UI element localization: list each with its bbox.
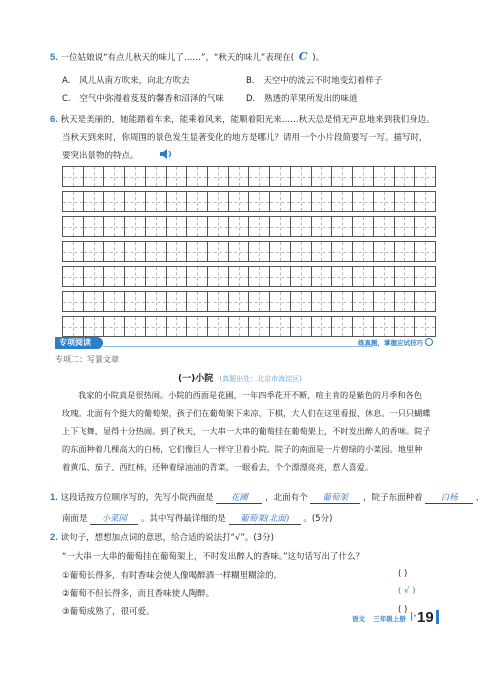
grid-cell[interactable] (312, 192, 333, 211)
grid-cell[interactable] (167, 167, 188, 186)
footer-subject-text: 语文 (352, 615, 365, 623)
grid-cell[interactable] (395, 167, 416, 186)
option-c (62, 92, 224, 104)
grid-row (62, 291, 436, 312)
passage-title (178, 371, 302, 384)
grid-cell[interactable] (63, 267, 84, 286)
grid-cell[interactable] (395, 292, 416, 311)
grid-cell[interactable] (291, 242, 312, 261)
grid-cell[interactable] (125, 292, 146, 311)
question-number: 5. (50, 52, 58, 63)
grid-cell[interactable] (395, 317, 416, 336)
grid-cell[interactable] (395, 242, 416, 261)
banner-slogan: 练真题，掌握应试技巧 (358, 339, 423, 347)
grid-row (62, 316, 436, 337)
grid-row (62, 216, 436, 237)
grid-cell[interactable] (395, 192, 416, 211)
question-text: 南面是 (62, 514, 88, 524)
grid-cell[interactable] (291, 217, 312, 236)
grid-cell[interactable] (229, 167, 250, 186)
grid-cell[interactable] (187, 292, 208, 311)
question-text: 这段话按方位顺序写的，先写小院西面是 (60, 493, 214, 503)
grid-cell[interactable] (187, 167, 208, 186)
grid-cell[interactable] (146, 217, 167, 236)
grid-cell[interactable] (374, 217, 395, 236)
grid-cell[interactable] (270, 167, 291, 186)
grid-cell[interactable] (312, 217, 333, 236)
grid-cell[interactable] (167, 217, 188, 236)
option-label: A. (62, 76, 71, 86)
grid-cell[interactable] (229, 192, 250, 211)
question-6-line2: 当秋天到来时，你周围的景色发生显著变化的地方是哪儿？请用一个小片段简要写一写。描写时， (62, 133, 428, 143)
grid-cell[interactable] (270, 217, 291, 236)
question-6-line3 (62, 149, 173, 161)
passage-line: 我家的小院真是很热闹。小院的西面是花圃，一年四季花开不断，喧主肯的是紫色的月季和各色 (78, 390, 422, 400)
question-text: 。其中写得最详细的是 (140, 514, 226, 524)
passage-line: 的东面种着几棵高大的白杨，它们像巨人一样守卫着小院。院子的南面是一片碧绿的小菜园。地里种 (62, 444, 423, 454)
question-stem-end: )。 (312, 53, 325, 63)
grid-cell[interactable] (249, 267, 270, 286)
grid-cell[interactable] (229, 242, 250, 261)
question-text: 。(5分) (303, 514, 333, 524)
reading-question-1-line2 (62, 512, 332, 525)
reading-question-2 (50, 531, 274, 543)
speaker-icon (159, 149, 173, 159)
grid-cell[interactable] (374, 267, 395, 286)
grid-cell[interactable] (187, 317, 208, 336)
grid-cell[interactable] (208, 217, 229, 236)
grid-cell[interactable] (229, 292, 250, 311)
option-text: 熟透的苹果所发出的味道 (263, 94, 358, 104)
page-number: 19 (417, 609, 434, 626)
question-text: 要突出景物的特点。 (62, 151, 139, 161)
footer-separator: |· (410, 612, 417, 622)
passage-title-text: (一)小院 (178, 374, 214, 384)
question-text: ，院子东面种着 (362, 493, 423, 503)
grid-cell[interactable] (208, 192, 229, 211)
grid-cell[interactable] (270, 267, 291, 286)
passage-line: 玫瑰。北面有个挺大的葡萄架，孩子们在葡萄架下来凉、下棋，大人们在这里看报、休息。一只只蝴蝶 (62, 408, 431, 418)
grid-cell[interactable] (84, 167, 105, 186)
option-text: 空气中弥漫着芨芨的馨香和沼泽的气味 (79, 94, 224, 104)
grid-cell[interactable] (208, 242, 229, 261)
grid-cell[interactable] (353, 242, 374, 261)
option-label: B. (246, 76, 255, 86)
grid-cell[interactable] (84, 242, 105, 261)
grid-row (62, 166, 436, 187)
grid-cell[interactable] (415, 242, 436, 261)
grid-cell[interactable] (187, 267, 208, 286)
grid-cell[interactable] (187, 217, 208, 236)
passage-line: 上下飞舞，显得十分热闹。到了秋天，一大串一大串的葡萄挂在葡萄架上，不时发出醉人的香味。院子 (62, 426, 431, 436)
grid-cell[interactable] (84, 267, 105, 286)
grid-cell[interactable] (125, 217, 146, 236)
footer-subject (352, 614, 406, 623)
grid-cell[interactable] (332, 267, 353, 286)
grid-cell[interactable] (104, 242, 125, 261)
grid-cell[interactable] (84, 192, 105, 211)
option-text: 天空中的流云不时地变幻着样子 (263, 76, 383, 86)
grid-cell[interactable] (353, 217, 374, 236)
grid-cell[interactable] (167, 242, 188, 261)
grid-cell[interactable] (374, 192, 395, 211)
question-text: 读句子，想想加点词的意思，给合适的说法打“√”。(3分) (60, 533, 274, 543)
grid-cell[interactable] (125, 167, 146, 186)
question-number: 1. (50, 492, 58, 503)
grid-cell[interactable] (374, 292, 395, 311)
grid-cell[interactable] (312, 317, 333, 336)
grid-cell[interactable] (63, 292, 84, 311)
grid-cell[interactable] (395, 267, 416, 286)
grid-cell[interactable] (167, 267, 188, 286)
grid-cell[interactable] (249, 317, 270, 336)
question-text: ， (475, 493, 484, 503)
option-label: D. (246, 94, 256, 104)
question-6-line1 (50, 113, 435, 125)
banner-divider (103, 346, 373, 347)
grid-cell[interactable] (291, 317, 312, 336)
grid-cell[interactable] (332, 217, 353, 236)
grid-cell[interactable] (353, 267, 374, 286)
grid-cell[interactable] (332, 242, 353, 261)
grid-cell[interactable] (104, 267, 125, 286)
question-number: 2. (50, 532, 58, 543)
grid-cell[interactable] (353, 192, 374, 211)
grid-cell[interactable] (353, 317, 374, 336)
grid-cell[interactable] (146, 292, 167, 311)
grid-cell[interactable] (332, 317, 353, 336)
grid-cell[interactable] (167, 292, 188, 311)
grid-cell[interactable] (63, 167, 84, 186)
choice-3: ③葡萄成熟了，很可爱。 (62, 607, 155, 617)
passage-source: (真题出处：北京市海淀区) (219, 375, 302, 383)
grid-cell[interactable] (104, 292, 125, 311)
grid-cell[interactable] (291, 167, 312, 186)
grid-cell[interactable] (353, 292, 374, 311)
grid-cell[interactable] (125, 317, 146, 336)
grid-cell[interactable] (270, 242, 291, 261)
grid-cell[interactable] (63, 317, 84, 336)
grid-cell[interactable] (208, 167, 229, 186)
grid-cell[interactable] (249, 292, 270, 311)
grid-cell[interactable] (187, 242, 208, 261)
grid-cell[interactable] (84, 317, 105, 336)
handwritten-answer: C (298, 50, 308, 63)
grid-cell[interactable] (249, 192, 270, 211)
grid-cell[interactable] (249, 167, 270, 186)
grid-cell[interactable] (146, 317, 167, 336)
grid-row (62, 266, 436, 287)
grid-cell[interactable] (146, 267, 167, 286)
grid-cell[interactable] (312, 242, 333, 261)
grid-cell[interactable] (63, 242, 84, 261)
grid-cell[interactable] (374, 242, 395, 261)
option-d (246, 92, 357, 104)
writing-grid[interactable] (62, 166, 436, 341)
grid-row (62, 241, 436, 262)
grid-cell[interactable] (229, 217, 250, 236)
grid-cell[interactable] (84, 217, 105, 236)
grid-cell[interactable] (146, 167, 167, 186)
passage-line: 着黄瓜、茄子、西红柿，还种着绿油油的青菜，一眼看去，个个漂漂亮亮，惹人喜爱。 (62, 462, 374, 472)
grid-cell[interactable] (332, 192, 353, 211)
grid-cell[interactable] (167, 192, 188, 211)
question-text: 秋天是美丽的，她能踏着车来，能乘着风来，能顺着阳光来……秋天总是悄无声息地来到我们身边。 (60, 115, 435, 125)
grid-cell[interactable] (312, 292, 333, 311)
grid-cell[interactable] (104, 317, 125, 336)
grid-cell[interactable] (395, 217, 416, 236)
grid-cell[interactable] (312, 167, 333, 186)
grid-cell[interactable] (374, 317, 395, 336)
grid-cell[interactable] (63, 217, 84, 236)
grid-cell[interactable] (270, 292, 291, 311)
grid-cell[interactable] (125, 267, 146, 286)
question-5 (50, 50, 324, 63)
choice-2-mark[interactable]: ( √ ) (398, 586, 416, 596)
option-text: 风儿从南方吹来，向北方吹去 (79, 76, 190, 86)
grid-cell[interactable] (415, 217, 436, 236)
grid-cell[interactable] (415, 167, 436, 186)
question-stem: 一位姑娘说“有点儿秋天的味儿了……”，“秋天的味儿”表现在( (60, 53, 295, 63)
circle-icon (425, 338, 433, 346)
passage-body (62, 386, 432, 476)
grid-cell[interactable] (249, 242, 270, 261)
grid-cell[interactable] (415, 267, 436, 286)
choice-3-mark[interactable]: ( ) (398, 605, 408, 615)
grid-cell[interactable] (104, 217, 125, 236)
grid-cell[interactable] (332, 292, 353, 311)
section-label: 专项二：写景文章 (55, 355, 119, 364)
grid-row (62, 191, 436, 212)
handwritten-answer: 花圃 (216, 491, 262, 504)
handwritten-answer: 白杨 (425, 491, 473, 504)
choice-1-mark[interactable]: ( ) (398, 569, 408, 579)
grid-cell[interactable] (332, 167, 353, 186)
grid-cell[interactable] (415, 317, 436, 336)
grid-cell[interactable] (374, 167, 395, 186)
grid-cell[interactable] (229, 317, 250, 336)
grid-cell[interactable] (229, 267, 250, 286)
grid-cell[interactable] (104, 192, 125, 211)
section-banner (55, 337, 433, 349)
grid-cell[interactable] (291, 192, 312, 211)
grid-cell[interactable] (84, 292, 105, 311)
grid-cell[interactable] (146, 242, 167, 261)
grid-cell[interactable] (415, 192, 436, 211)
grid-cell[interactable] (249, 217, 270, 236)
grid-cell[interactable] (125, 192, 146, 211)
question-number: 6. (50, 114, 58, 125)
option-a (62, 74, 190, 86)
grid-cell[interactable] (104, 167, 125, 186)
banner-tag: 专项阅读 (55, 337, 103, 349)
handwritten-answer: 葡萄架 (310, 491, 360, 504)
handwritten-answer: 葡萄架(北面) (229, 512, 301, 525)
grid-cell[interactable] (63, 192, 84, 211)
grid-cell[interactable] (125, 242, 146, 261)
grid-cell[interactable] (415, 292, 436, 311)
grid-cell[interactable] (208, 267, 229, 286)
footer-grade: 三年级上册 (373, 615, 406, 623)
grid-cell[interactable] (353, 167, 374, 186)
question-text: ，北面有个 (265, 493, 308, 503)
option-label: C. (62, 94, 71, 104)
grid-cell[interactable] (208, 317, 229, 336)
choice-1: ①葡萄长得多，有时香味会使人像喝醉酒一样糊里糊涂的。 (62, 571, 283, 581)
grid-cell[interactable] (291, 267, 312, 286)
grid-cell[interactable] (312, 267, 333, 286)
grid-cell[interactable] (167, 317, 188, 336)
quote-line: “一大串一大串的葡萄挂在葡萄架上，不时发出醉人的香味。”这句话写出了什么？ (62, 552, 365, 562)
grid-cell[interactable] (187, 192, 208, 211)
grid-cell[interactable] (291, 292, 312, 311)
footer-bar (436, 610, 439, 624)
reading-question-1-line1 (50, 491, 484, 504)
grid-cell[interactable] (146, 192, 167, 211)
grid-cell[interactable] (208, 292, 229, 311)
option-b (246, 74, 382, 86)
choice-2: ②葡萄不但长得多，而且香味使人陶醉。 (62, 589, 215, 599)
grid-cell[interactable] (270, 192, 291, 211)
grid-cell[interactable] (270, 317, 291, 336)
handwritten-answer: 小菜园 (90, 512, 138, 525)
